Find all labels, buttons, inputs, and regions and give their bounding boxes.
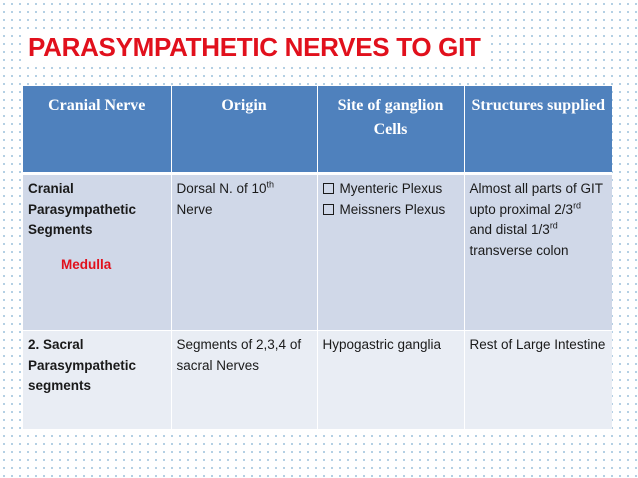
nerve-name: Cranial Parasympathetic Segments	[28, 181, 137, 237]
cell-structures	[464, 174, 612, 331]
table-row	[23, 174, 612, 331]
checkbox-bullet-icon	[323, 204, 334, 215]
list-item	[323, 179, 459, 200]
parasympathetic-nerves-table	[23, 86, 612, 430]
cell-origin	[171, 174, 317, 331]
structures-text: Almost all parts of GIT upto proximal 2/3	[469, 181, 603, 217]
ganglion-name: Meissners Plexus	[339, 201, 446, 217]
list-item	[323, 200, 459, 221]
structures-superscript: rd	[573, 200, 582, 210]
cell-nerve	[23, 331, 171, 430]
cell-origin: Segments of 2,3,4 of sacral Nerves	[171, 331, 317, 430]
header-site-of-ganglion-cells: Site of ganglion Cells	[317, 86, 464, 174]
table-header-row	[23, 86, 612, 174]
slide-title: PARASYMPATHETIC NERVES TO GIT	[24, 32, 485, 63]
header-cranial-nerve: Cranial Nerve	[23, 86, 171, 174]
structures-superscript: rd	[549, 220, 558, 231]
table-row	[23, 331, 612, 430]
ganglion-name: Myenteric Plexus	[339, 181, 443, 196]
structures-text-end: transverse colon	[469, 242, 569, 258]
header-origin: Origin	[171, 86, 317, 174]
cell-structures: Rest of Large Intestine	[464, 331, 612, 430]
structures-text-cont: and distal 1/3	[469, 222, 550, 237]
nerve-sub-label: Medulla	[61, 256, 112, 272]
cell-nerve	[23, 174, 171, 331]
origin-superscript: th	[266, 179, 275, 190]
checkbox-bullet-icon	[323, 183, 334, 194]
cell-ganglia: Hypogastric ganglia	[317, 331, 464, 430]
cell-ganglia	[317, 174, 464, 331]
header-structures-supplied: Structures supplied	[464, 86, 612, 174]
origin-text: Dorsal N. of 10	[176, 181, 267, 196]
origin-text-cont: Nerve	[176, 201, 213, 217]
nerve-name: 2. Sacral Parasympathetic segments	[28, 337, 137, 393]
